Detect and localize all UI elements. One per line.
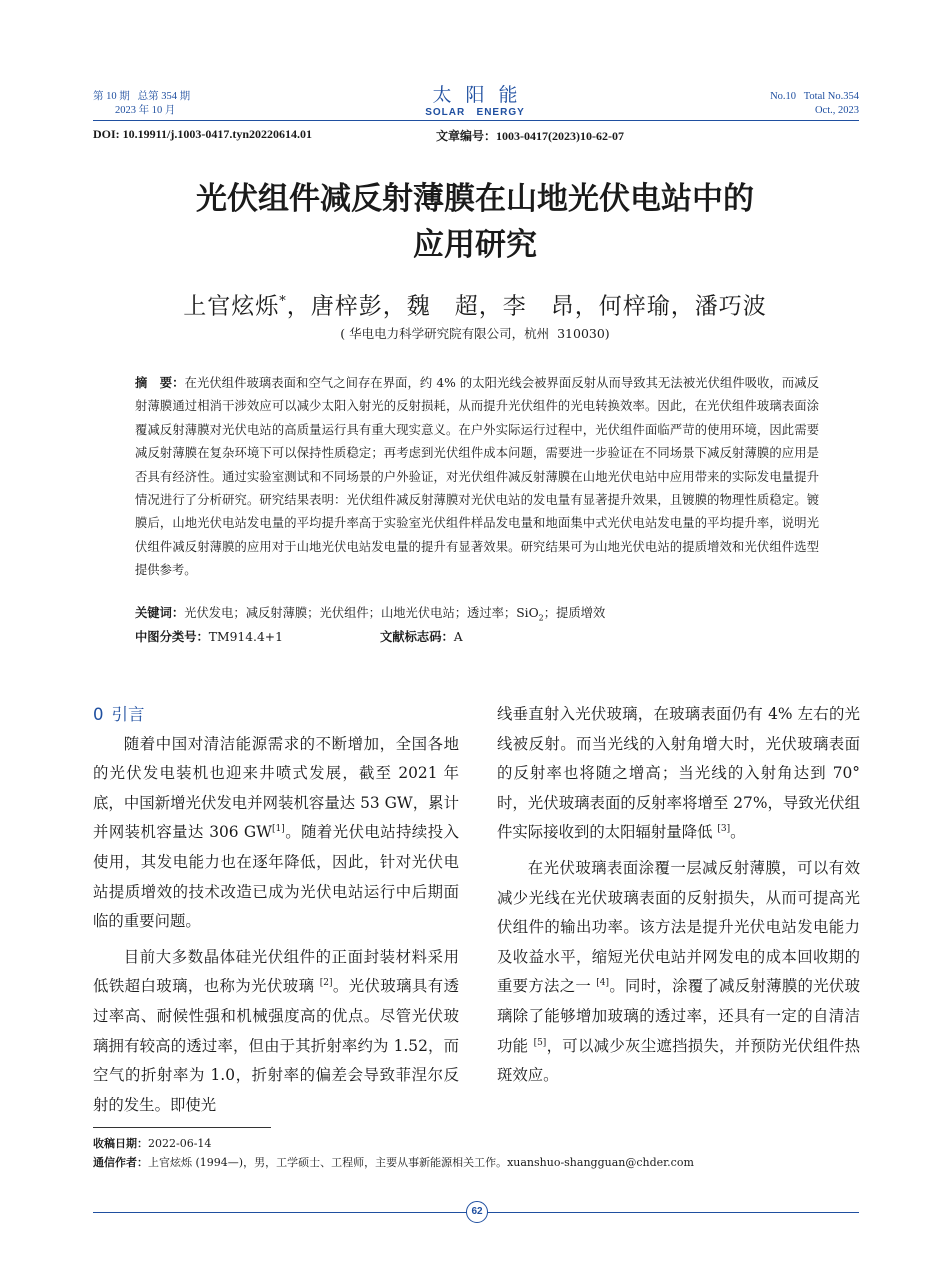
- clc-value: TM914.4+1: [208, 630, 283, 644]
- section-title: 引言: [111, 705, 145, 724]
- article-number: 文章编号：1003-0417(2023)10-62-07: [436, 129, 624, 143]
- section-heading: [93, 700, 459, 730]
- paragraph-text: ，可以减少灰尘遮挡损失，并预防光伏组件热斑效应。: [497, 1036, 860, 1085]
- abstract-label: 摘 要：: [135, 376, 185, 390]
- clc-label: 中图分类号：: [135, 630, 209, 644]
- issue-date-en: Oct., 2023: [814, 105, 859, 116]
- received-label: 收稿日期：: [93, 1137, 148, 1150]
- header-rule: [93, 120, 859, 121]
- paragraph-text: 目前大多数晶体硅光伏组件的正面封装材料采用低铁超白玻璃，也称为光伏玻璃: [93, 947, 459, 996]
- journal-name-cn: 太阳能: [432, 84, 532, 106]
- abstract: [135, 372, 819, 583]
- corresponding-author: 上官炫烁: [183, 293, 280, 320]
- issue-date: 2023 年 10 月: [115, 105, 176, 116]
- title-line-2: 应用研究: [413, 227, 537, 263]
- corresponding-mark: *: [279, 294, 287, 309]
- paragraph: [497, 854, 860, 1091]
- abstract-text: 在光伏组件玻璃表面和空气之间存在界面，约 4% 的太阳光线会被界面反射从而导致其无法被光伏组件吸收，而减反射薄膜通过相消干涉效应可以减少太阳入射光的反射损耗，从而提升光伏组件的光电转换效率。因此，在光伏组件玻璃表面涂覆减反射薄膜对光伏电站的高质量运行具有重大现实意义。在户外实际运行过程中，光伏组件面临严苛的使用环境，因此需要减反射薄膜在复杂环境下可以保持性质稳定；再考虑到光伏组件成本问题，需要进一步验证在不同场景下减反射薄膜的应用是否具有经济性。通过实验室测试和不同场景的户外验证，对光伏组件减反射薄膜在山地光伏电站中应用带来的实际发电量提升情况进行了分析研究。研究结果表明：光伏组件减反射薄膜对光伏电站的发电量有显著提升效果，且镀膜的物理性质稳定。镀膜后，山地光伏电站发电量的平均提升率高于实验室光伏组件样品发电量和地面集中式光伏电站发电量的平均提升率，说明光伏组件减反射薄膜的应用对于山地光伏电站发电量的提升有显著效果。研究结果可为山地光伏电站的提质增效和光伏组件选型提供参考。: [135, 376, 819, 578]
- issue-line: 第 10 期 总第 354 期: [93, 91, 191, 102]
- paragraph: [93, 730, 459, 937]
- page-number: 62: [466, 1201, 488, 1223]
- footnote-rule: [93, 1127, 271, 1128]
- author-note-value: 上官炫烁 (1994—)，男，工学硕士、工程师，主要从事新能源相关工作。xuanshuo-shangguan@chder.com: [148, 1156, 694, 1169]
- paragraph-text: 在光伏玻璃表面涂覆一层减反射薄膜，可以有效减少光线在光伏玻璃表面的反射损失，从而可提高光伏组件的输出功率。该方法是提升光伏电站发电能力及收益水平，缩短光伏电站并网发电的成本回收期的重要方法之一: [497, 858, 860, 996]
- body-column-left: [93, 700, 459, 1120]
- keywords-text-tail: ；提质增效: [543, 606, 606, 620]
- paragraph-text: 。随着光伏电站持续投入使用，其发电能力也在逐年降低，因此，针对光伏电站提质增效的技术改造已成为光伏电站运行中后期面临的重要问题。: [93, 823, 459, 931]
- paper-title: [100, 176, 850, 268]
- citation: [4]: [596, 978, 610, 989]
- paragraph-text: 。光伏玻璃具有透过率高、耐候性强和机械强度高的优点。尽管光伏玻璃拥有较高的透过率，但由于其折射率约为 1.52，而空气的折射率为 1.0，折射率的偏差会导致菲涅尔反射的发生。即使光: [93, 977, 459, 1114]
- classification-code: [135, 626, 283, 649]
- keywords-text: 光伏发电；减反射薄膜；光伏组件；山地光伏电站；透过率；SiO: [184, 606, 539, 620]
- paragraph-text: 线垂直射入光伏玻璃，在玻璃表面仍有 4% 左右的光线被反射。而当光线的入射角增大时，光伏玻璃表面的反射率也将随之增高；当光线的入射角达到 70°时，光伏玻璃表面的反射率将增至 27%，导致光伏组件实际接收到的太阳辐射量降低: [497, 705, 860, 842]
- citation: [3]: [717, 824, 731, 835]
- doc-code-label: 文献标志码：: [380, 630, 454, 644]
- title-line-1: 光伏组件减反射薄膜在山地光伏电站中的: [196, 181, 754, 217]
- author-note-label: 通信作者：: [93, 1156, 148, 1169]
- paragraph-text: 随着中国对清洁能源需求的不断增加，全国各地的光伏发电装机也迎来井喷式发展，截至 2021 年底，中国新增光伏发电并网装机容量达 53 GW，累计并网装机容量达 306 GW: [93, 734, 459, 842]
- co-authors: ，唐梓彭，魏 超，李 昂，何梓瑜，潘巧波: [286, 293, 767, 320]
- section-number: 0: [93, 705, 104, 724]
- corresponding-author-note: [93, 1155, 873, 1171]
- doi: DOI: 10.19911/j.1003-0417.tyn20220614.01: [93, 127, 312, 141]
- citation: [1]: [272, 824, 285, 835]
- received-value: 2022-06-14: [148, 1137, 212, 1150]
- affiliation: ( 华电电力科学研究院有限公司，杭州 310030): [340, 326, 610, 341]
- paragraph-text: 。同时，涂覆了减反射薄膜的光伏玻璃除了能够增加玻璃的透过率，还具有一定的自清洁功能: [497, 977, 860, 1055]
- keywords-label: 关键词：: [135, 606, 185, 620]
- keywords-subscript: 2: [538, 613, 544, 623]
- document-code: [380, 626, 463, 649]
- citation: [5]: [533, 1037, 547, 1048]
- paragraph: [497, 700, 860, 848]
- doc-code-value: A: [453, 630, 463, 644]
- author-list: [0, 287, 950, 322]
- body-column-right: [497, 700, 860, 1091]
- received-date: [93, 1136, 873, 1152]
- paragraph-text: 。: [730, 823, 746, 842]
- journal-name-en: SOLAR ENERGY: [425, 107, 525, 118]
- issue-info-en: [770, 90, 859, 118]
- paragraph: [93, 943, 459, 1121]
- citation: [2]: [319, 978, 333, 989]
- issue-line-en: No.10 Total No.354: [770, 91, 859, 102]
